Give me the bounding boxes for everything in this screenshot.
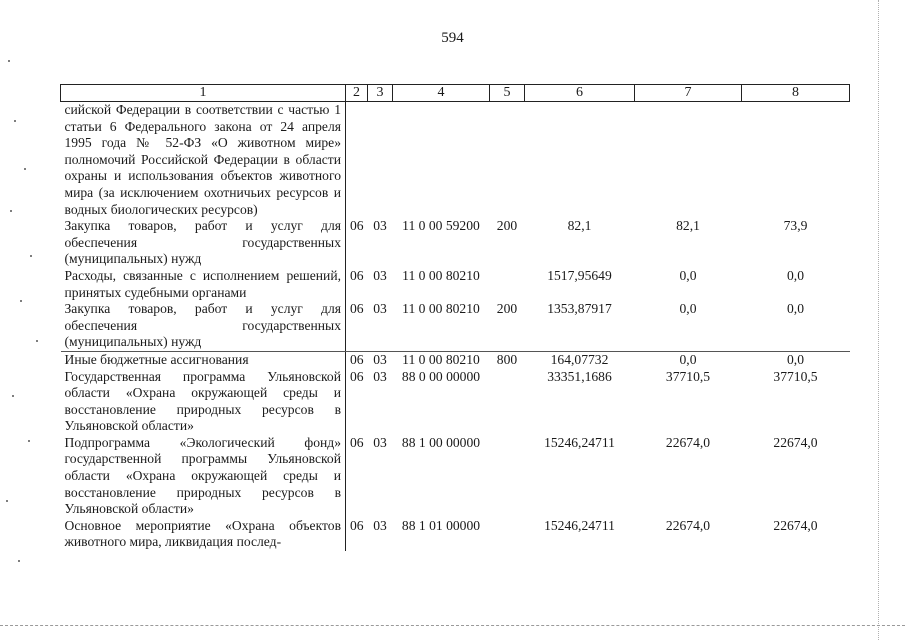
target-article-code: 88 1 01 00000 (401, 517, 481, 533)
expense-type-code: 800 (496, 351, 518, 367)
expense-type-code: 200 (496, 218, 518, 234)
expense-type-code (490, 102, 525, 219)
expense-type-code: 200 (490, 301, 525, 351)
amount-col6: 15246,24711 (544, 434, 615, 450)
subsection-code: 03 (373, 368, 387, 384)
column-header: 3 (368, 85, 393, 102)
section-code: 06 (349, 218, 364, 234)
table-row (61, 351, 850, 368)
target-article-code: 88 0 00 00000 (401, 368, 481, 384)
table-row (61, 268, 850, 301)
amount-col8 (742, 102, 850, 219)
expense-type-code (490, 518, 525, 551)
target-article-code: 11 0 00 80210 (402, 267, 480, 283)
table-row (61, 218, 850, 268)
row-description: сийской Федерации в соответствии с частью 1 статьи 6 Федерального закона от 24 апреля 1995 года № 52-ФЗ «О животном мире» полномочий Российской Федерации в области охраны и использования объектов животного мира (за исключением охотничьих ресурсов и водных биологических ресурсов) (61, 102, 346, 219)
expense-type-code (490, 369, 525, 435)
row-description: Иные бюджетные ассигнования (61, 351, 346, 368)
scan-edge-right (878, 0, 880, 640)
section-code: 06 (349, 351, 364, 367)
section-code (346, 102, 368, 219)
section-code: 06 (349, 517, 364, 533)
amount-col8: 0,0 (787, 351, 804, 367)
subsection-code: 03 (373, 351, 387, 367)
subsection-code (368, 102, 393, 219)
table-row (61, 518, 850, 551)
column-header: 5 (490, 85, 525, 102)
amount-col6: 1517,95649 (547, 267, 612, 283)
amount-col8: 0,0 (787, 267, 804, 283)
amount-col7: 0,0 (635, 301, 742, 351)
table-row (61, 301, 850, 351)
column-header: 4 (393, 85, 490, 102)
amount-col7 (635, 102, 742, 219)
section-code: 06 (349, 267, 364, 283)
amount-col6: 15246,24711 (544, 517, 615, 533)
section-code: 06 (346, 301, 368, 351)
amount-col6: 33351,1686 (547, 368, 612, 384)
amount-col7: 37710,5 (665, 368, 711, 384)
subsection-code: 03 (373, 267, 387, 283)
row-description: Основное мероприятие «Охрана объектов животного мира, ликвидация послед- (61, 518, 346, 551)
scan-edge-bottom (0, 625, 905, 627)
row-description: Подпрограмма «Экологический фонд» государственной программы Ульяновской области «Охрана окружающей среды и восстановление природных ресурсов в Ульяновской области» (61, 435, 346, 518)
table-header-row (61, 85, 850, 102)
column-header: 6 (525, 85, 635, 102)
target-article-code: 11 0 00 80210 (393, 301, 490, 351)
amount-col7: 0,0 (679, 267, 697, 283)
amount-col7: 22674,0 (665, 434, 711, 450)
scan-noise-left-margin (0, 0, 45, 640)
amount-col6: 82,1 (567, 218, 592, 234)
column-header: 1 (61, 85, 346, 102)
amount-col6 (525, 102, 635, 219)
subsection-code: 03 (373, 517, 387, 533)
amount-col8: 73,9 (783, 218, 808, 234)
target-article-code: 88 1 00 00000 (401, 434, 481, 450)
target-article-code: 11 0 00 59200 (402, 218, 480, 234)
table-row (61, 369, 850, 435)
section-code: 06 (349, 368, 364, 384)
table-row (61, 435, 850, 518)
amount-col7: 82,1 (676, 218, 700, 234)
amount-col7: 0,0 (679, 351, 697, 367)
subsection-code: 03 (368, 301, 393, 351)
budget-table (60, 84, 850, 551)
expense-type-code (490, 435, 525, 518)
column-header: 7 (635, 85, 742, 102)
amount-col8: 37710,5 (773, 368, 818, 384)
subsection-code: 03 (373, 434, 387, 450)
amount-col7: 22674,0 (665, 517, 711, 533)
target-article-code: 11 0 00 80210 (402, 351, 480, 367)
amount-col6: 164,07732 (550, 351, 609, 367)
page-number: 594 (441, 30, 464, 46)
row-description: Расходы, связанные с исполнением решений, принятых судебными органами (61, 268, 346, 301)
amount-col8: 0,0 (742, 301, 850, 351)
expense-type-code (490, 268, 525, 301)
column-header: 2 (346, 85, 368, 102)
subsection-code: 03 (373, 218, 387, 234)
table-row (61, 102, 850, 219)
section-code: 06 (349, 434, 364, 450)
amount-col6: 1353,87917 (525, 301, 635, 351)
amount-col8: 22674,0 (773, 434, 818, 450)
amount-col8: 22674,0 (773, 517, 818, 533)
row-description: Государственная программа Ульяновской области «Охрана окружающей среды и восстановление природных ресурсов в Ульяновской области» (61, 369, 346, 435)
column-header: 8 (742, 85, 850, 102)
target-article-code (393, 102, 490, 219)
row-description: Закупка товаров, работ и услуг для обеспечения государственных (муниципальных) нужд (61, 218, 346, 268)
row-description: Закупка товаров, работ и услуг для обеспечения государственных (муниципальных) нужд (61, 301, 346, 351)
